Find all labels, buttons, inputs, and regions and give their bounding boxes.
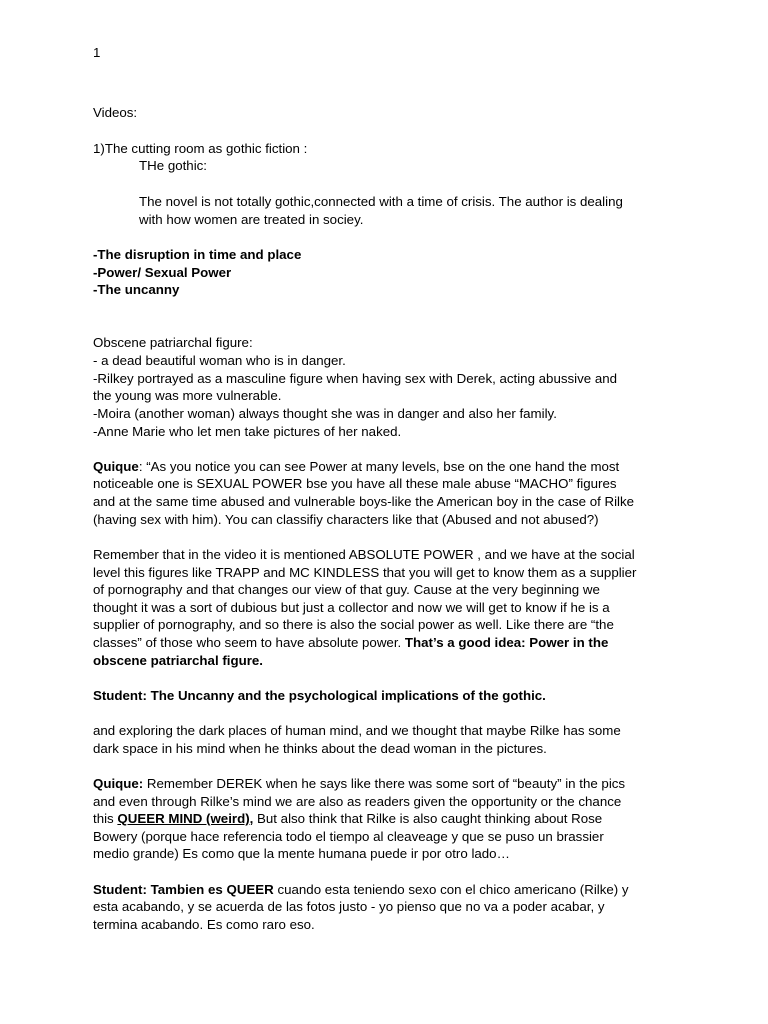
- section-title: 1)The cutting room as gothic fiction :: [93, 141, 308, 156]
- speaker-quique: Quique:: [93, 776, 144, 791]
- remember-paragraph-line: of pornography and that changes our view of that guy. Cause at the very beginning we: [93, 582, 600, 597]
- quique2-paragraph-line: Bowery (porque hace referencia todo el tiempo al cleaveage y que se puso un brassier: [93, 829, 604, 844]
- quique2-text: Remember DEREK when he says like there was some sort of “beauty” in the pics: [143, 776, 626, 791]
- quique-paragraph-line: noticeable one is SEXUAL POWER bse you have all these male abuse “MACHO” figures: [93, 476, 617, 491]
- section-paragraph-line: The novel is not totally gothic,connected with a time of crisis. The author is dealing: [139, 194, 623, 209]
- exploring-paragraph-line: and exploring the dark places of human mind, and we thought that maybe Rilke has some: [93, 723, 621, 738]
- quique-text: : “As you notice you can see Power at many levels, bse on the one hand the most: [138, 459, 620, 474]
- obscene-line: -Rilkey portrayed as a masculine figure when having sex with Derek, acting abussive and: [93, 371, 618, 386]
- remember-text: classes” of those who seem to have absolute power.: [93, 635, 405, 650]
- remember-paragraph-line: level this figures like TRAPP and MC KINDLESS that you will get to know them as a supplier: [93, 565, 637, 580]
- theme-item: -The disruption in time and place: [93, 247, 302, 262]
- obscene-line: the young was more vulnerable.: [93, 388, 282, 403]
- quique-paragraph-line: and at the same time abused and vulnerable boys-like the American boy in the case of Rilke: [93, 494, 635, 509]
- student2-text: cuando esta teniendo sexo con el chico americano (Rilke) y: [273, 882, 629, 897]
- quique2-text: this: [93, 811, 118, 826]
- quique2-text: But also think that Rilke is also caught thinking about Rose: [253, 811, 603, 826]
- quique2-paragraph-line: and even through Rilke’s mind we are also as readers given the opportunity or the chance: [93, 794, 622, 809]
- speaker-quique: Quique: [93, 459, 139, 474]
- queer-mind-highlight: QUEER MIND (weird),: [117, 811, 254, 826]
- exploring-paragraph-line: dark space in his mind when he thinks about the dead woman in the pictures.: [93, 741, 547, 756]
- remember-highlight: That’s a good idea: Power in the: [404, 635, 609, 650]
- student2-paragraph-line: esta acabando, y se acuerda de las fotos justo - yo pienso que no va a poder acabar, y: [93, 899, 605, 914]
- obscene-line: -Anne Marie who let men take pictures of her naked.: [93, 424, 402, 439]
- obscene-line: - a dead beautiful woman who is in danger.: [93, 353, 346, 368]
- remember-paragraph-line: supplier of pornography, and so there is also the social power as well. Like there are “the: [93, 617, 614, 632]
- student2-paragraph-line: termina acabando. Es como raro eso.: [93, 917, 315, 932]
- obscene-title: Obscene patriarchal figure:: [93, 335, 253, 350]
- student-statement: Student: The Uncanny and the psychological implications of the gothic.: [93, 688, 546, 703]
- theme-item: -The uncanny: [93, 282, 180, 297]
- remember-paragraph-line: thought it was a sort of dubious but just a collector and now we will get to know if he is a: [93, 600, 610, 615]
- remember-paragraph-line: [93, 634, 608, 652]
- obscene-line: -Moira (another woman) always thought she was in danger and also her family.: [93, 406, 557, 421]
- remember-highlight-line: obscene patriarchal figure.: [93, 653, 263, 668]
- section-subtitle: THe gothic:: [139, 158, 207, 173]
- student2-highlight: Student: Tambien es QUEER: [93, 882, 274, 897]
- quique2-paragraph-line: [93, 810, 602, 828]
- page-number: 1: [93, 45, 101, 60]
- quique2-paragraph-line: [93, 775, 625, 793]
- section-paragraph-line: with how women are treated in sociey.: [139, 212, 364, 227]
- quique-paragraph-line: (having sex with him). You can classifiy characters like that (Abused and not abused?): [93, 512, 599, 527]
- remember-paragraph-line: Remember that in the video it is mentioned ABSOLUTE POWER , and we have at the social: [93, 547, 635, 562]
- quique2-paragraph-line: medio grande) Es como que la mente humana puede ir por otro lado…: [93, 846, 510, 861]
- quique-paragraph-line: [93, 458, 619, 476]
- theme-item: -Power/ Sexual Power: [93, 265, 232, 280]
- student2-paragraph-line: [93, 881, 629, 899]
- heading-videos: Videos:: [93, 105, 138, 120]
